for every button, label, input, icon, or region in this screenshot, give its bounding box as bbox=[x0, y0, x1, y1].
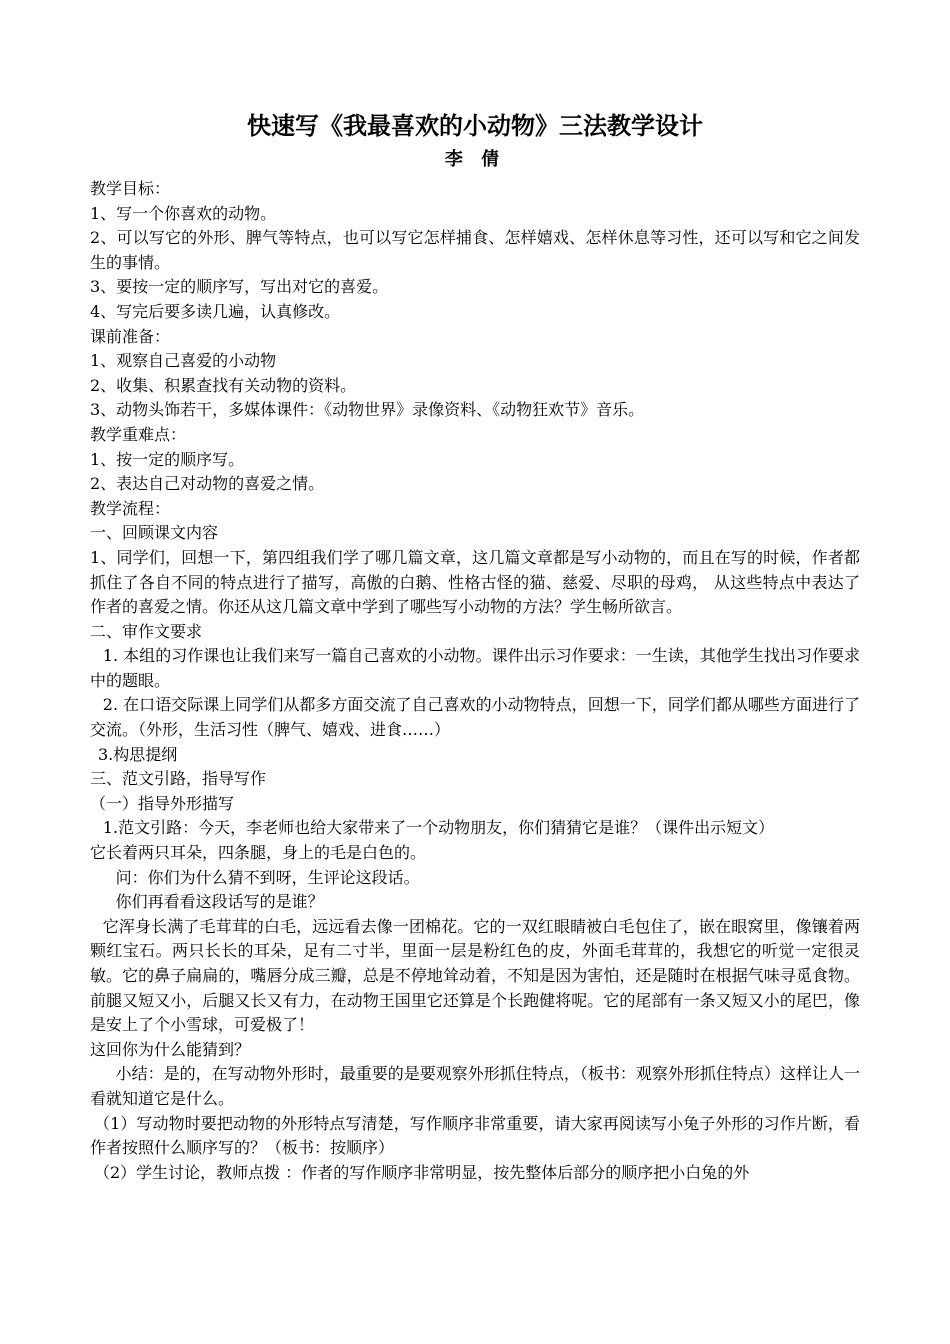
document-paragraph: 一、回顾课文内容 bbox=[90, 523, 219, 543]
document-paragraph: 课前准备： bbox=[90, 326, 171, 346]
document-paragraph: 2. 在口语交际课上同学们从都多方面交流了自己喜欢的小动物特点，回想一下，同学们都从哪些方面进行了交流。（外形，生活习性（脾气、嬉戏、进食……） bbox=[90, 695, 860, 740]
document-paragraph: 3、要按一定的顺序写，写出对它的喜爱。 bbox=[90, 277, 389, 297]
document-title: 快速写《我最喜欢的小动物》三法教学设计 bbox=[247, 112, 703, 140]
document-paragraph: 教学目标： bbox=[90, 179, 171, 198]
document-paragraph: 问：你们为什么猜不到呀，生评论这段话。 bbox=[115, 867, 420, 887]
document-paragraph: （1）写动物时要把动物的外形特点写清楚，写作顺序非常重要，请大家再阅读写小兔子外形的习作片断，看作者按照什么顺序写的？（板书：按顺序） bbox=[90, 1113, 860, 1158]
document-paragraph: （2）学生讨论，教师点拨 ：作者的写作顺序非常明显，按先整体后部分的顺序把小白兔的外 bbox=[94, 1162, 750, 1182]
document-paragraph: 它长着两只耳朵，四条腿，身上的毛是白色的。 bbox=[90, 843, 427, 863]
document-paragraph: 小结：是的，在写动物外形时，最重要的是要观察外形抓住特点，（板书：观察外形抓住特点）这样让人一看就知道它是什么。 bbox=[90, 1064, 860, 1108]
document-paragraph: 1.范文引路：今天，李老师也给大家带来了一个动物朋友，你们猜猜它是谁？（课件出示短文） bbox=[102, 818, 775, 838]
document-paragraph: 1. 本组的习作课也让我们来写一篇自己喜欢的小动物。课件出示习作要求：一生读，其他学生找出习作要求中的题眼。 bbox=[90, 646, 860, 690]
document-paragraph: 1、写一个你喜欢的动物。 bbox=[90, 203, 277, 223]
document-paragraph: 二、审作文要求 bbox=[90, 621, 203, 641]
document-paragraph: 它浑身长满了毛茸茸的白毛，远远看去像一团棉花。它的一双红眼睛被白毛包住了，嵌在眼窝里，像镶着两颗红宝石。两只长长的耳朵，足有二寸半，里面一层是粉红色的皮，外面毛茸茸的，我想它的听觉一定很灵敏。它的鼻子扁扁的，嘴唇分成三瓣，总是不停地耸动着，不知是因为害怕，还是随时在根据气味寻觅食物。前腿又短又小，后腿又长又有力，在动物王国里它还算是个长跑健将呢。它的尾部有一条又短又小的尾巴，像是安上了个小雪球，可爱极了！ bbox=[90, 916, 860, 1035]
document-paragraph: 3、动物头饰若干，多媒体课件：《动物世界》录像资料、《动物狂欢节》音乐。 bbox=[90, 400, 645, 420]
document-paragraph: 2、可以写它的外形、脾气等特点，也可以写它怎样捕食、怎样嬉戏、怎样休息等习性，还可以写和它之间发生的事情。 bbox=[90, 228, 860, 272]
document-paragraph: 3.构思提纲 bbox=[98, 744, 178, 764]
document-paragraph: 1、同学们，回想一下，第四组我们学了哪几篇文章，这几篇文章都是写小动物的，而且在写的时候，作者都抓住了各自不同的特点进行了描写，高傲的白鹅、性格古怪的猫、慈爱、尽职的母鸡， 从这些特点中表达了作者的喜爱之情。你还从这几篇文章中学到了哪些写小动物的方法？学生畅所欲言。 bbox=[90, 547, 860, 617]
document-paragraph: （一）指导外形描写 bbox=[90, 793, 235, 813]
document-paragraph: 2、收集、积累查找有关动物的资料。 bbox=[90, 375, 357, 395]
document-paragraph: 你们再看看这段话写的是谁？ bbox=[115, 892, 324, 912]
document-paragraph: 1、观察自己喜爱的小动物 bbox=[90, 351, 277, 371]
document-paragraph: 教学流程： bbox=[90, 498, 171, 518]
document-paragraph: 这回你为什么能猜到？ bbox=[90, 1039, 251, 1059]
document-paragraph: 三、范文引路，指导写作 bbox=[90, 769, 267, 789]
document-paragraph: 2、表达自己对动物的喜爱之情。 bbox=[90, 474, 325, 494]
document-paragraph: 4、写完后要多读几遍，认真修改。 bbox=[90, 301, 341, 321]
document-author: 李 倩 bbox=[444, 149, 506, 170]
document-paragraph: 教学重难点： bbox=[90, 424, 187, 444]
document-body bbox=[90, 177, 860, 1185]
document-paragraph: 1、按一定的顺序写。 bbox=[90, 449, 245, 469]
